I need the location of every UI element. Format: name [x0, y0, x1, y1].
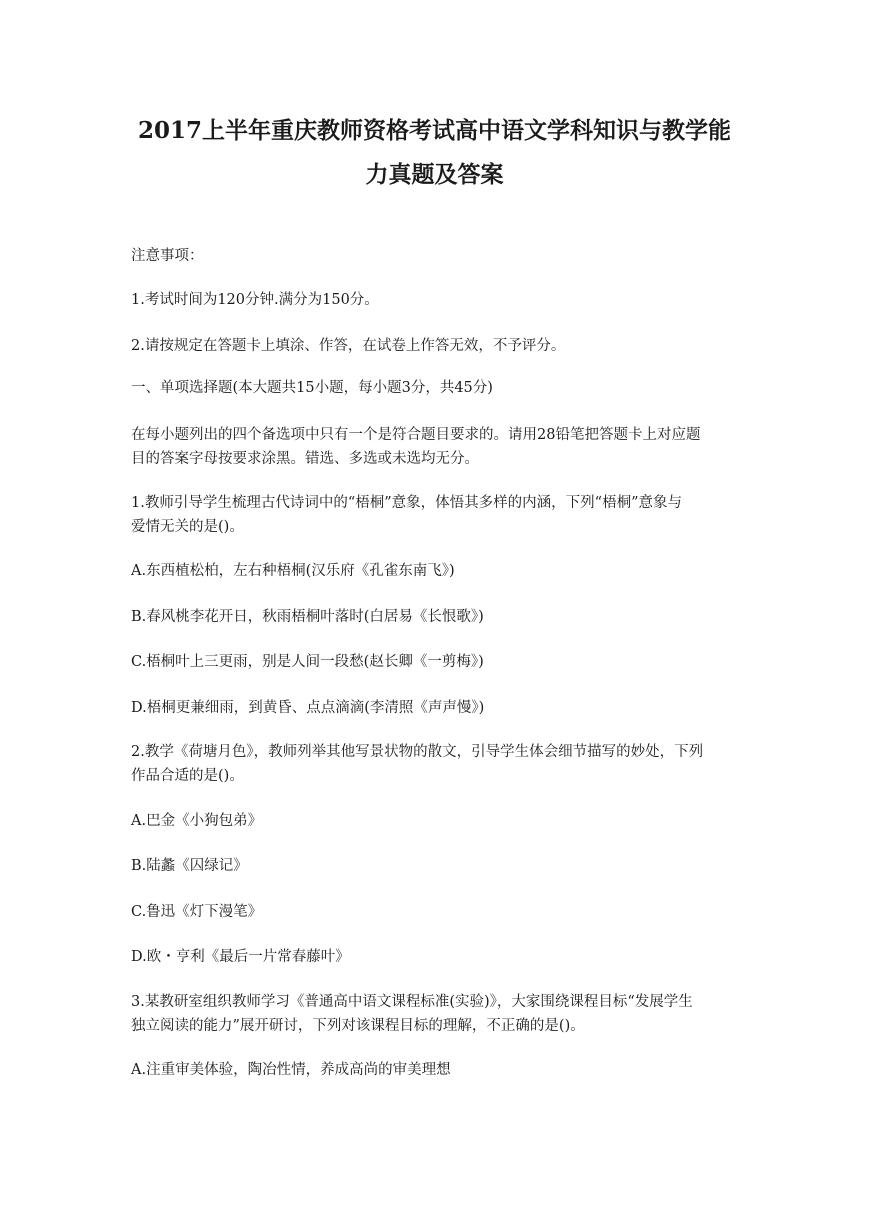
q2-option-c: C.鲁迅《灯下漫笔》: [131, 904, 263, 920]
q1-option-c: C.梧桐叶上三更雨，别是人间一段愁(赵长卿《一剪梅》): [131, 654, 484, 670]
q3-stem-line-1: 3.某教研室组织教师学习《普通高中语文课程标准(实验)》，大家围绕课程目标“发展学生: [131, 994, 693, 1010]
q3-stem-line-2: 独立阅读的能力”展开研讨，下列对该课程目标的理解，不正确的是()。: [131, 1018, 585, 1034]
document-title-line1: 2017上半年重庆教师资格考试高中语文学科知识与教学能: [137, 117, 731, 144]
q2-option-a: A.巴金《小狗包弟》: [131, 813, 263, 829]
q1-option-a: A.东西植松柏，左右种梧桐(汉乐府《孔雀东南飞》): [131, 563, 455, 579]
notice-item-2: 2.请按规定在答题卡上填涂、作答，在试卷上作答无效，不予评分。: [131, 338, 566, 354]
q2-option-b: B.陆蠡《囚绿记》: [131, 858, 248, 874]
notice-heading: 注意事项：: [131, 248, 204, 264]
q2-stem-line-2: 作品合适的是()。: [131, 768, 244, 784]
instruction-line-2: 目的答案字母按要求涂黑。错选、多选或未选均无分。: [131, 451, 479, 467]
q1-stem-line-1: 1.教师引导学生梳理古代诗词中的“梧桐”意象，体悟其多样的内涵，下列“梧桐”意象与: [131, 495, 682, 511]
document-title-line2: 力真题及答案: [365, 161, 504, 188]
q1-option-b: B.春风桃李花开日，秋雨梧桐叶落时(白居易《长恨歌》): [131, 609, 484, 625]
q2-option-d: D.欧・亨利《最后一片常春藤叶》: [131, 949, 350, 965]
notice-item-1: 1.考试时间为120分钟.满分为150分。: [131, 292, 379, 308]
q2-stem-line-1: 2.教学《荷塘月色》，教师列举其他写景状物的散文，引导学生体会细节描写的妙处，下列: [131, 744, 704, 760]
q1-option-d: D.梧桐更兼细雨，到黄昏、点点滴滴(李清照《声声慢》): [131, 700, 485, 716]
q1-stem-line-2: 爱情无关的是()。: [131, 519, 244, 535]
q3-option-a: A.注重审美体验，陶冶性情，养成高尚的审美理想: [131, 1062, 451, 1078]
instruction-line-1: 在每小题列出的四个备选项中只有一个是符合题目要求的。请用28铅笔把答题卡上对应题: [131, 427, 701, 443]
section-heading: 一、单项选择题(本大题共15小题，每小题3分，共45分): [131, 380, 493, 396]
